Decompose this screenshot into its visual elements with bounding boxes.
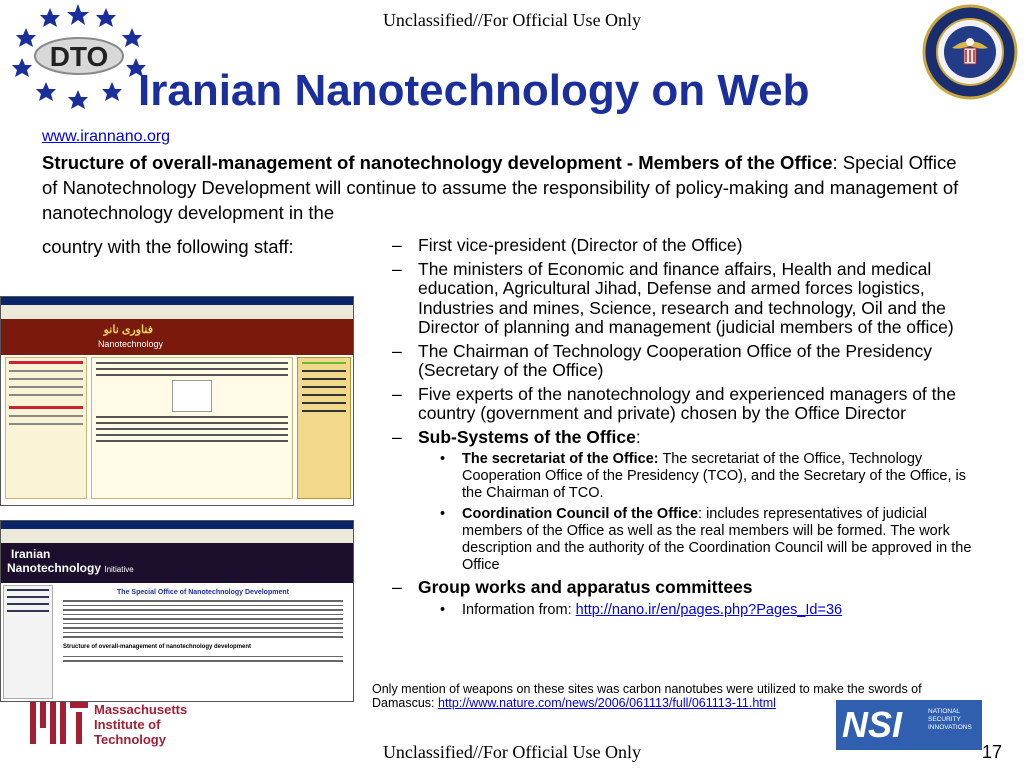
left-nav [3, 585, 53, 699]
brand-line1: Iranian [11, 547, 51, 561]
irannano-link[interactable]: www.irannano.org [42, 128, 171, 145]
star-icon [122, 28, 142, 47]
star-icon [36, 82, 56, 101]
article-heading: The Special Office of Nanotechnology Development [117, 589, 289, 596]
dto-logo [8, 0, 158, 112]
subsystems-heading: – Sub-Systems of the Office: [392, 426, 641, 447]
intro-paragraph [42, 150, 977, 225]
footnote: Only mention of weapons on these sites was carbon nanotubes were utilized to make the swords of Damascus: http://www.nature.com/news/2006/061113/full/061113-11.html [372, 682, 922, 710]
left-panel [5, 357, 87, 499]
page-number: 17 [982, 742, 1003, 762]
star-icon [16, 28, 36, 47]
mit-logo-icon [30, 702, 90, 746]
site-name: Nanotechnology [97, 339, 163, 349]
intro-heading: Structure of overall-management of nanotechnology development - Members of the Office [42, 152, 833, 173]
subsystem-item-council: • Coordination Council of the Office: includes representatives of judicial members of the Office as well as the real members will be formed. The work description and the authority of the Coordination Council will be approved in the Office [440, 506, 972, 573]
browser-toolbar [1, 305, 353, 320]
window-titlebar [1, 521, 353, 529]
list-item: – The ministers of Economic and finance affairs, Health and medical education, Agricultural Jihad, Defense and armed forces logistics, Industries and mines, Science, research and technology, Oil and the Director of planning and management (judicial members of the office) [392, 258, 954, 337]
info-source: • Information from: http://nano.ir/en/pages.php?Pages_Id=36 [440, 601, 843, 618]
dni-seal-icon [922, 4, 1018, 100]
star-icon [12, 58, 32, 77]
mit-line1: Massachusetts [94, 702, 188, 717]
site-banner [1, 543, 353, 583]
members-list [384, 236, 984, 623]
article-subheading: Structure of overall-management of nanotechnology development [63, 643, 252, 650]
page-title: Iranian Nanotechnology on Web [138, 66, 810, 115]
article-panel [57, 585, 349, 697]
star-icon [68, 90, 88, 109]
mit-line3: Technology [94, 732, 166, 747]
irannano-screenshot [0, 296, 354, 506]
classification-top: Unclassified//For Official Use Only [382, 10, 642, 30]
browser-toolbar [1, 529, 353, 544]
nsi-logo-text: NSI [842, 704, 903, 745]
dto-logo-text: DTO [49, 41, 109, 72]
list-item: – The Chairman of Technology Cooperation Office of the Presidency (Secretary of the Office) [392, 340, 932, 380]
star-icon [102, 82, 122, 101]
window-titlebar [1, 297, 353, 305]
group-works-heading: – Group works and apparatus committees [392, 577, 753, 597]
star-icon [40, 8, 60, 27]
nano-ir-link[interactable]: http://nano.ir/en/pages.php?Pages_Id=36 [575, 601, 843, 618]
star-icon [96, 8, 116, 27]
nsi-logo [836, 700, 982, 750]
nano-initiative-screenshot [0, 520, 354, 702]
classification-bottom: Unclassified//For Official Use Only [382, 742, 642, 762]
site-header [1, 319, 353, 355]
star-icon [67, 4, 89, 25]
mit-line2: Institute of [94, 717, 161, 732]
list-item: – First vice-president (Director of the Office) [392, 235, 743, 255]
intro-body: : Special Office of Nanotechnology Development will continue to assume the responsibility of policy-making and management of nanotechnology development in the [42, 152, 959, 223]
subsystem-item-secretariat: • The secretariat of the Office: The secretariat of the Office, Technology Cooperation Office of the Presidency (TCO), and the Secretary of the Office, is the Chairman of TCO. [440, 451, 966, 501]
list-item: – Five experts of the nanotechnology and experienced managers of the country (government and private) chosen by the Office Director [392, 383, 956, 423]
mit-logo [30, 700, 210, 750]
brand-line2: Nanotechnology [7, 561, 102, 575]
nature-news-link[interactable]: http://www.nature.com/news/2006/061113/full/061113-11.html [438, 696, 776, 710]
intro-staff-line: country with the following staff: [42, 236, 294, 257]
center-panel [91, 357, 293, 499]
right-menu [297, 357, 351, 499]
site-arabic-title: فناوری نانو [103, 324, 153, 336]
nsi-logo-subtitle: NATIONAL SECURITY INNOVATIONS [928, 708, 972, 731]
brand-suffix: Initiative [104, 565, 134, 574]
